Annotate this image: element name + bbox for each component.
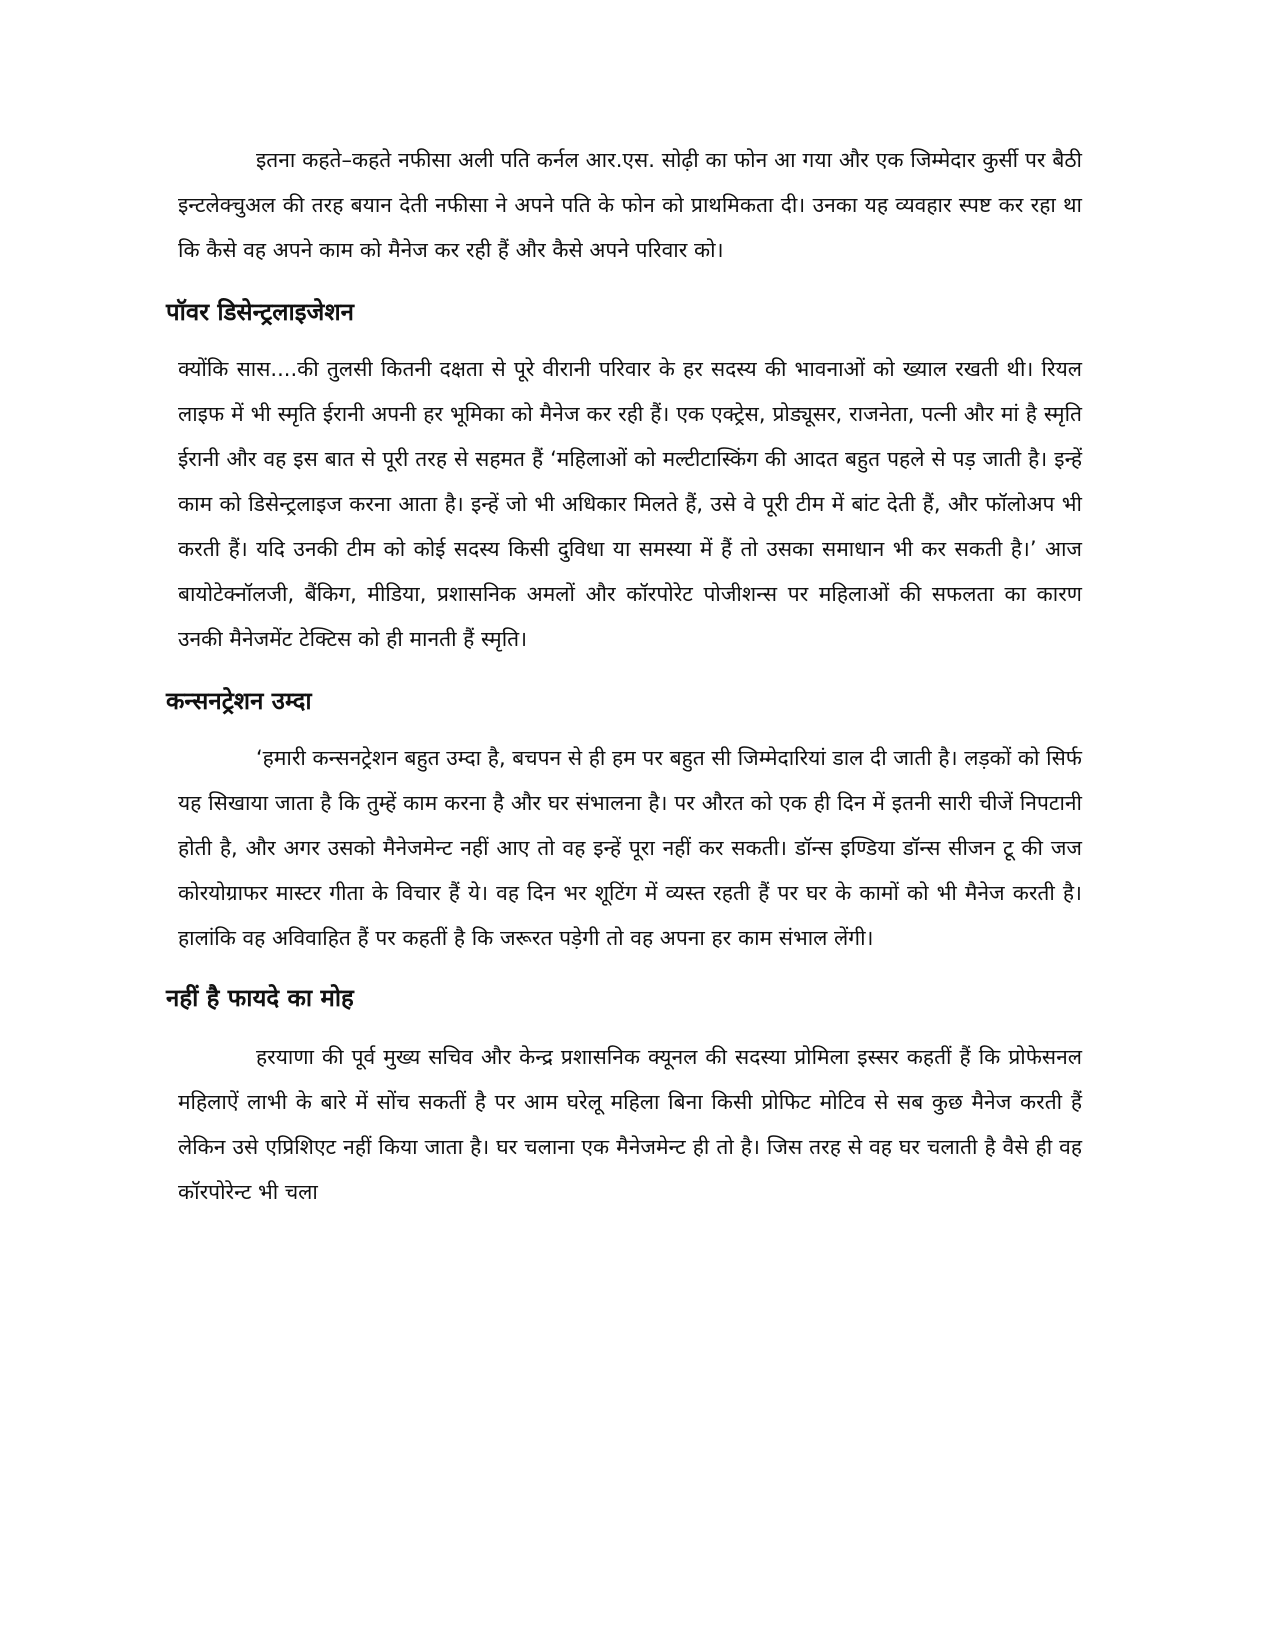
heading-no-profit-motive: नहीं है फायदे का मोह: [166, 984, 354, 1012]
document-page: [166, 138, 1082, 1215]
paragraph-nafisa-ali: इतना कहते–कहते नफीसा अली पति कर्नल आर.एस. सोढ़ी का फोन आ गया और एक जिम्मेदार कुर्सी पर बैठी इन्टलेक्चुअल की तरह बयान देती नफीसा ने अपने पति के फोन को प्राथमिकता दी। उनका यह व्यवहार स्पष्ट कर रहा था कि कैसे वह अपने काम को मैनेज कर रही हैं और कैसे अपने परिवार को।: [178, 148, 1082, 262]
heading-concentration: कन्सनट्रेशन उम्दा: [166, 687, 312, 715]
paragraph-promila-issar: हरयाणा की पूर्व मुख्य सचिव और केन्द्र प्रशासनिक क्यूनल की सदस्या प्रोमिला इस्सर कहतीं हैं कि प्रोफेसनल महिलाऐं लाभी के बारे में सोंच सकतीं है पर आम घरेलू महिला बिना किसी प्रोफिट मोटिव से सब कुछ मैनेज करती हैं लेकिन उसे एप्रिशिएट नहीं किया जाता है। घर चलाना एक मैनेजमेन्ट ही तो है। जिस तरह से वह घर चलाती है वैसे ही वह कॉरपोरेन्ट भी चला: [178, 1045, 1082, 1204]
heading-power-decentralization: पॉवर डिसेन्ट्रलाइजेशन: [166, 298, 354, 326]
paragraph-smriti-irani: क्योंकि सास....की तुलसी कितनी दक्षता से पूरे वीरानी परिवार के हर सदस्य की भावनाओं को ख्याल रखती थी। रियल लाइफ में भी स्मृति ईरानी अपनी हर भूमिका को मैनेज कर रही हैं। एक एक्ट्रेस, प्रोड्यूसर, राजनेता, पत्नी और मां है स्मृति ईरानी और वह इस बात से पूरी तरह से सहमत हैं ‘महिलाओं को मल्टीटास्किंग की आदत बहुत पहले से पड़ जाती है। इन्हें काम को डिसेन्ट्रलाइज करना आता है। इन्हें जो भी अधिकार मिलते हैं, उसे वे पूरी टीम में बांट देती हैं, और फॉलोअप भी करती हैं। यदि उनकी टीम को कोई सदस्य किसी दुविधा या समस्या में हैं तो उसका समाधान भी कर सकती है।’ आज बायोटेक्नॉलजी, बैंकिग, मीडिया, प्रशासनिक अमलों और कॉरपोरेट पोजीशन्स पर महिलाओं की सफलता का कारण उनकी मैनेजमेंट टेक्टिस को ही मानती हैं स्मृति।: [178, 357, 1082, 651]
paragraph-master-geeta: ‘हमारी कन्सनट्रेशन बहुत उम्दा है, बचपन से ही हम पर बहुत सी जिम्मेदारियां डाल दी जाती है। लड़कों को सिर्फ यह सिखाया जाता है कि तुम्हें काम करना है और घर संभालना है। पर औरत को एक ही दिन में इतनी सारी चीजें निपटानी होती है, और अगर उसको मैनेजमेन्ट नहीं आए तो वह इन्हें पूरा नहीं कर सकती। डॉन्स इण्डिया डॉन्स सीजन टू की जज कोरयोग्राफर मास्टर गीता के विचार हैं ये। वह दिन भर शूटिंग में व्यस्त रहती हैं पर घर के कामों को भी मैनेज करती है। हालांकि वह अविवाहित हैं पर कहतीं है कि जरूरत पड़ेगी तो वह अपना हर काम संभाल लेंगी।: [178, 746, 1082, 950]
